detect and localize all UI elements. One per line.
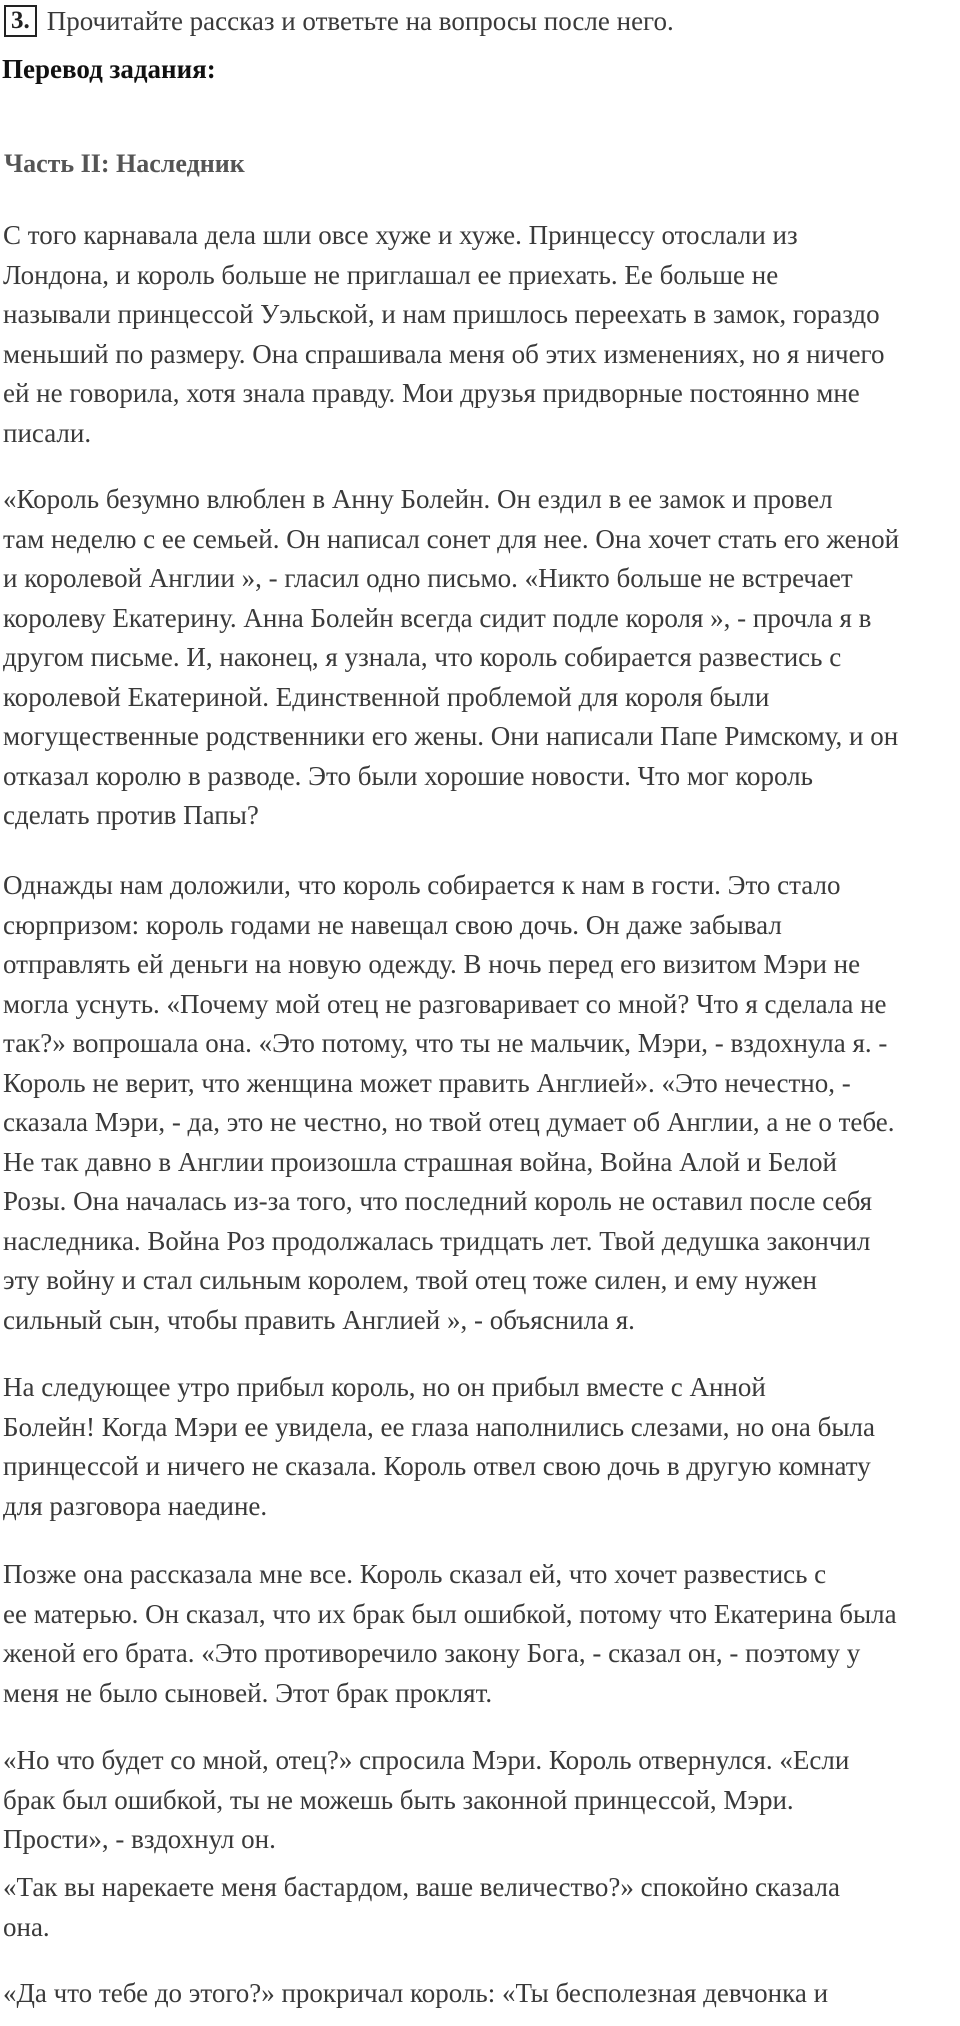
paragraph-line: отправлять ей деньги на новую одежду. В ночь перед его визитом Мэри не (3, 949, 861, 979)
paragraph-line: Позже она рассказала мне все. Король сказал ей, что хочет развестись с (3, 1559, 827, 1589)
paragraph-5 (3, 1555, 958, 1713)
paragraph-line: называли принцессой Уэльской, и нам пришлось переехать в замок, гораздо (3, 299, 880, 329)
paragraph-line: сюрпризом: король годами не навещал свою дочь. Он даже забывал (3, 909, 782, 940)
translation-heading: Перевод задания: (2, 54, 216, 84)
paragraph-line: На следующее утро прибыл король, но он прибыл вместе с Анной (3, 1372, 766, 1402)
paragraph-line: Не так давно в Англии произошла страшная война, Война Алой и Белой (3, 1146, 837, 1177)
paragraph-line: другом письме. И, наконец, я узнала, что король собирается развестись с (3, 642, 842, 672)
paragraph-line: С того карнавала дела шли овсе хуже и хуже. Принцессу отослали из (3, 220, 798, 250)
task-instruction: Прочитайте рассказ и ответьте на вопросы после него. (46, 5, 674, 36)
paragraph-line: ей не говорила, хотя знала правду. Мои друзья придворные постоянно мне (3, 378, 860, 408)
paragraph-line: королевой Екатериной. Единственной проблемой для короля были (3, 681, 770, 712)
paragraph-line: писали. (3, 417, 92, 448)
paragraph-3 (3, 866, 958, 1340)
paragraph-2 (3, 480, 958, 836)
paragraph-line: сделать против Папы? (3, 800, 259, 830)
task-header (4, 4, 674, 38)
paragraph-line: могла уснуть. «Почему мой отец не разговаривает со мной? Что я сделала не (3, 988, 887, 1019)
paragraph-line: ее матерью. Он сказал, что их брак был ошибкой, потому что Екатерина была (3, 1598, 897, 1629)
paragraph-line: сказала Мэри, - да, это не честно, но твой отец думает об Англии, а не о тебе. (3, 1107, 895, 1137)
paragraph-line: королеву Екатерину. Анна Болейн всегда сидит подле короля », - прочла я в (3, 602, 872, 633)
paragraph-8 (3, 1974, 958, 2014)
paragraph-line: и королевой Англии », - гласил одно письмо. «Никто больше не встречает (3, 563, 853, 593)
paragraph-line: Король не верит, что женщина может править Англией». «Это нечестно, - (3, 1067, 851, 1098)
paragraph-line: меня не было сыновей. Этот брак проклят. (3, 1677, 493, 1708)
paragraph-4 (3, 1368, 958, 1526)
paragraph-line: для разговора наедине. (3, 1490, 268, 1521)
paragraph-line: «Так вы нарекаете меня бастардом, ваше величество?» спокойно сказала (3, 1872, 840, 1902)
paragraph-7 (3, 1868, 958, 1947)
paragraph-line: Лондона, и король больше не приглашал ее приехать. Ее больше не (3, 259, 779, 290)
paragraph-6 (3, 1741, 958, 1860)
task-number-badge: 3. (4, 5, 37, 37)
paragraph-line: меньший по размеру. Она спрашивала меня об этих изменениях, но я ничего (3, 338, 885, 369)
paragraph-line: Розы. Она началась из-за того, что последний король не оставил после себя (3, 1186, 873, 1216)
paragraph-line: она. (3, 1911, 50, 1942)
paragraph-line: брак был ошибкой, ты не можешь быть законной принцессой, Мэри. (3, 1784, 794, 1815)
paragraph-line: «Король безумно влюблен в Анну Болейн. Он ездил в ее замок и провел (3, 484, 833, 514)
paragraph-line: «Да что тебе до этого?» прокричал король: «Ты бесполезная девчонка и (3, 1978, 829, 2008)
paragraph-line: так?» вопрошала она. «Это потому, что ты не мальчик, Мэри, - вздохнула я. - (3, 1028, 888, 1058)
part-title: Часть II: Наследник (4, 149, 245, 178)
paragraph-line: женой его брата. «Это противоречило закону Бога, - сказал он, - поэтому у (3, 1638, 861, 1668)
paragraph-line: Прости», - вздохнул он. (3, 1824, 276, 1854)
paragraph-line: наследника. Война Роз продолжалась тридцать лет. Твой дедушка закончил (3, 1225, 871, 1256)
paragraph-line: Болейн! Когда Мэри ее увидела, ее глаза наполнились слезами, но она была (3, 1411, 875, 1442)
paragraph-line: Однажды нам доложили, что король собирается к нам в гости. Это стало (3, 870, 841, 900)
paragraph-line: принцессой и ничего не сказала. Король отвел свою дочь в другую комнату (3, 1451, 871, 1481)
paragraph-line: эту войну и стал сильным королем, твой отец тоже силен, и ему нужен (3, 1265, 818, 1295)
paragraph-line: сильный сын, чтобы править Англией », - объяснила я. (3, 1304, 635, 1335)
paragraph-line: могущественные родственники его жены. Они написали Папе Римскому, и он (3, 721, 899, 751)
paragraph-line: «Но что будет со мной, отец?» спросила Мэри. Король отвернулся. «Если (3, 1745, 850, 1775)
paragraph-line: там неделю с ее семьей. Он написал сонет для нее. Она хочет стать его женой (3, 523, 900, 554)
paragraph-line: отказал королю в разводе. Это были хорошие новости. Что мог король (3, 760, 813, 791)
paragraph-1 (3, 216, 958, 453)
